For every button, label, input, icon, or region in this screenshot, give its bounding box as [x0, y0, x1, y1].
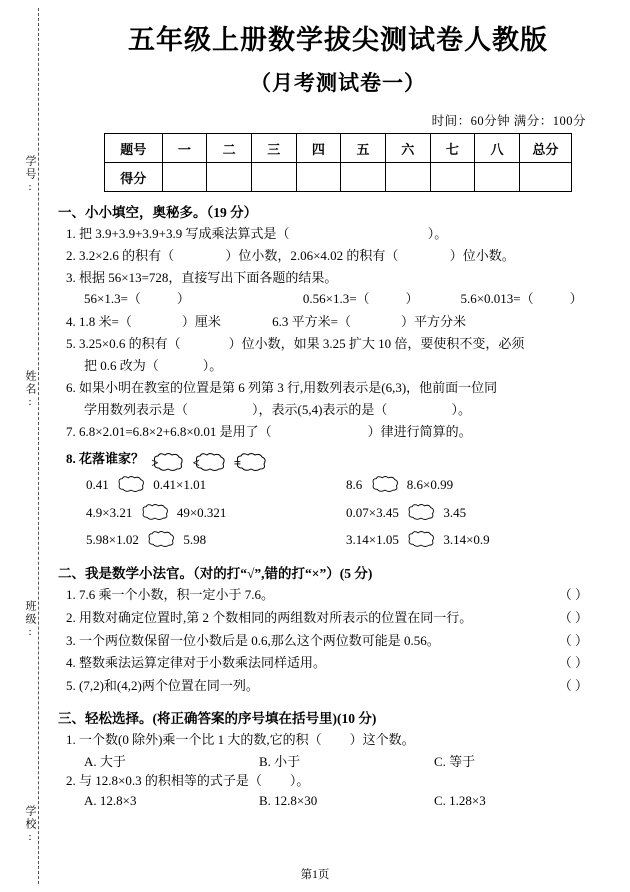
score-cell-2[interactable] [207, 163, 252, 192]
choice-1-options [84, 751, 618, 770]
answer-paren[interactable]: （ ） [558, 655, 588, 671]
symbol-equal: = [233, 455, 242, 471]
judge-item-1: 1. 7.6 乘一个小数，积一定小于 7.6。 （ ） [66, 584, 618, 607]
table-row-scores [105, 163, 572, 192]
score-cell-3[interactable] [251, 163, 296, 192]
compare-row-1 [86, 471, 618, 498]
question-1-3-a: 56×1.3=（ ） [84, 291, 190, 307]
question-1-2-c: ）位小数。 [449, 248, 515, 264]
question-1-3-subitems [66, 289, 618, 310]
choice-question-2: 2. 与 12.8×0.3 的积相等的式子是（ ）。 [66, 773, 310, 789]
symbol-less: < [192, 455, 200, 471]
symbol-greater: > [151, 455, 159, 471]
question-1-2 [66, 245, 618, 266]
question-1-6: 6. 如果小明在教室的位置是第 6 列第 3 行,用数列表示是(6,3)，他前面一位同 [66, 380, 498, 396]
answer-paren[interactable]: （ ） [558, 678, 588, 694]
score-table-col-total: 总分 [519, 134, 571, 163]
choice-1-option-a[interactable]: A. 大于 [84, 754, 126, 770]
answer-flower-icon[interactable] [406, 503, 436, 521]
question-1-8: 8. 花落谁家？ > < = [66, 448, 618, 470]
score-table-row-label-score: 得分 [105, 163, 163, 192]
section-multiple-choice [58, 707, 618, 809]
judge-item-5: 5. (7,2)和(4,2)两个位置在同一列。 （ ） [66, 675, 618, 698]
side-label-student-id: 学号: [24, 155, 36, 195]
side-label-name: 姓名: [24, 370, 36, 410]
margin-dashed-line [38, 8, 39, 884]
compare-row-3 [86, 526, 618, 553]
question-1-1-text: 1. 把 3.9+3.9+3.9+3.9 写成乘法算式是（ [66, 226, 290, 241]
symbol-equal-flower [234, 452, 264, 470]
score-table [104, 133, 572, 192]
section3-title: 三、轻松选择。(将正确答案的序号填在括号里)(10 分) [58, 710, 377, 726]
page-title: 五年级上册数学拔尖测试卷人教版 [128, 25, 548, 55]
question-1-6-cont: 学用数列表示是（ ），表示(5,4)表示的是（ ）。 [84, 402, 471, 418]
compare-pair-2-right[interactable]: 0.07×3.45 3.45 [346, 504, 467, 520]
score-table-col-6: 六 [385, 134, 430, 163]
answer-paren[interactable]: （ ） [558, 609, 588, 625]
compare-pair-3-right[interactable]: 3.14×1.05 3.14×0.9 [346, 531, 490, 547]
choice-2-option-b[interactable]: B. 12.8×30 [259, 792, 318, 808]
score-table-col-1: 一 [162, 134, 207, 163]
compare-pair-1-left[interactable]: 0.41 0.41×1.01 [86, 477, 207, 493]
answer-flower-icon[interactable] [140, 503, 170, 521]
question-1-5-cont: 把 0.6 改为（ ）。 [84, 358, 223, 374]
answer-flower-icon[interactable] [370, 475, 400, 493]
choice-2-options [84, 793, 618, 809]
section-fill-blanks [58, 201, 618, 553]
question-1-2-b: ）位小数，2.06×4.02 的积有（ [225, 248, 399, 264]
answer-paren[interactable]: （ ） [558, 587, 588, 603]
score-cell-6[interactable] [385, 163, 430, 192]
choice-question-1: 1. 一个数(0 除外)乘一个比 1 大的数,它的积（ ）这个数。 [66, 731, 415, 747]
score-cell-5[interactable] [341, 163, 386, 192]
side-label-group [14, 0, 38, 892]
page-footer: 第1页 [300, 869, 330, 881]
score-cell-total[interactable] [519, 163, 571, 192]
compare-row-2 [86, 499, 618, 526]
compare-pair-2-left[interactable]: 4.9×3.21 49×0.321 [86, 504, 227, 520]
question-1-1-end: ）。 [427, 226, 448, 241]
judge-item-2: 2. 用数对确定位置时,第 2 个数相同的两组数对所表示的位置在同一行。 （ ） [66, 607, 618, 630]
score-table-col-2: 二 [207, 134, 252, 163]
compare-pair-1-right[interactable]: 8.6 8.6×0.99 [346, 477, 454, 493]
exam-content [58, 0, 618, 809]
answer-flower-icon[interactable] [146, 530, 176, 548]
score-cell-4[interactable] [296, 163, 341, 192]
table-row-question-numbers [105, 134, 572, 163]
symbol-less-flower [193, 452, 223, 470]
choice-2-option-a[interactable]: A. 12.8×3 [84, 792, 137, 808]
score-table-col-3: 三 [251, 134, 296, 163]
question-1-1 [66, 223, 618, 244]
question-1-5: 5. 3.25×0.6 的积有（ ）位小数，如果 3.25 扩大 10 倍，要使积不变，必须 [66, 335, 525, 351]
compare-pair-3-left[interactable]: 5.98×1.02 5.98 [86, 531, 207, 547]
question-1-3-b: 0.56×1.3=（ ） [302, 291, 419, 307]
question-1-3-c: 5.6×0.013=（ ） [460, 291, 583, 307]
score-table-col-5: 五 [341, 134, 386, 163]
symbol-greater-flower [151, 452, 181, 470]
score-table-col-4: 四 [296, 134, 341, 163]
question-1-3: 3. 根据 56×13=728，直接写出下面各题的结果。 [66, 270, 338, 286]
section1-title: 一、小小填空，奥秘多。（19 分） [58, 205, 258, 220]
answer-flower-icon[interactable] [116, 475, 146, 493]
side-label-school: 学校: [24, 805, 36, 845]
score-cell-8[interactable] [475, 163, 520, 192]
score-table-col-7: 七 [430, 134, 475, 163]
time-and-score: 时间：60分钟 满分：100分 [431, 114, 586, 128]
question-1-7: 7. 6.8×2.01=6.8×2+6.8×0.01 是用了（ ）律进行简算的。 [66, 424, 472, 440]
answer-flower-icon[interactable] [406, 530, 436, 548]
judge-item-4: 4. 整数乘法运算定律对于小数乘法同样适用。 （ ） [66, 652, 618, 675]
score-cell-1[interactable] [162, 163, 207, 192]
answer-paren[interactable]: （ ） [558, 632, 588, 648]
section-true-false [58, 562, 618, 698]
judge-item-3: 3. 一个两位数保留一位小数后是 0.6,那么这个两位数可能是 0.56。 （ ） [66, 630, 618, 653]
question-1-4: 4. 1.8 米=（ ）厘米 6.3 平方米=（ ）平方分米 [66, 313, 466, 329]
page-subtitle: （月考测试卷一） [250, 71, 426, 95]
choice-1-option-b[interactable]: B. 小于 [259, 754, 301, 770]
side-label-class: 班级: [24, 600, 36, 640]
section2-title: 二、我是数学小法官。（对的打“√”,错的打“×”）(5 分) [58, 566, 373, 582]
question-1-2-a: 2. 3.2×2.6 的积有（ [66, 248, 175, 264]
choice-2-option-c[interactable]: C. 1.28×3 [434, 792, 486, 808]
score-table-col-8: 八 [475, 134, 520, 163]
score-table-row-label: 题号 [105, 134, 163, 163]
choice-1-option-c[interactable]: C. 等于 [434, 754, 476, 770]
score-cell-7[interactable] [430, 163, 475, 192]
